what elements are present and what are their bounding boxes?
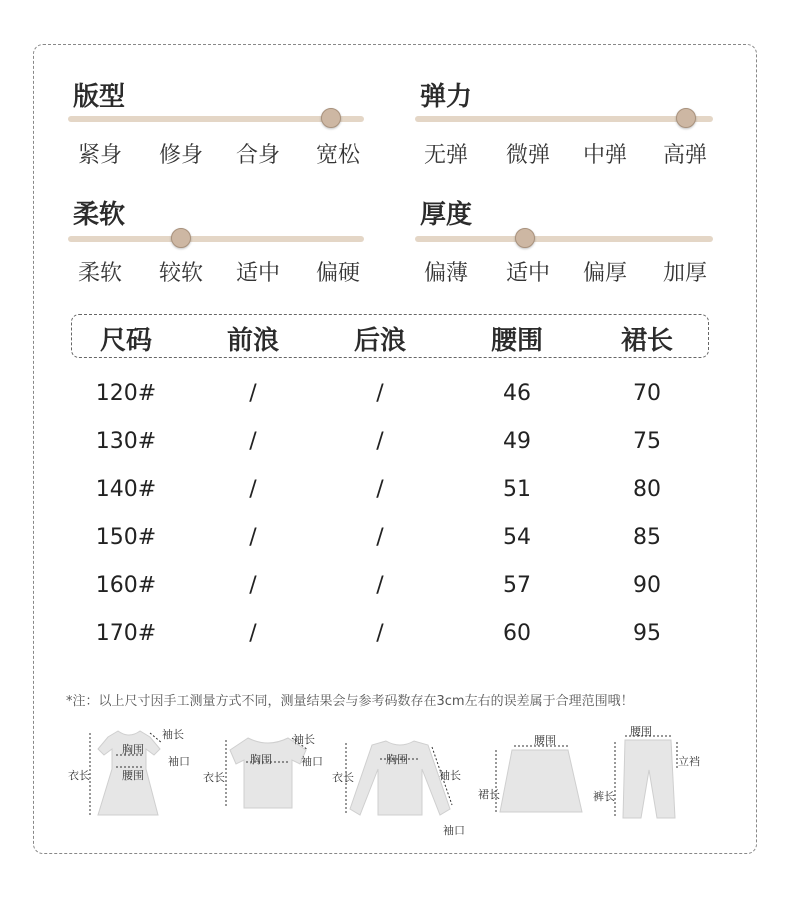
dress-cuff-label: 袖口 — [168, 755, 190, 768]
fit-title: 版型 — [73, 82, 126, 112]
cell-front-rise: / — [249, 381, 257, 406]
tshirt-sleeve-label: 袖长 — [293, 733, 315, 746]
softness-indicator — [171, 228, 191, 248]
cell-skirt-length: 70 — [633, 381, 661, 406]
dress-chest-label: 胸围 — [122, 743, 144, 756]
cell-back-rise: / — [376, 381, 384, 406]
pants-rise-label: 立裆 — [678, 755, 700, 768]
header-skirt-length: 裙长 — [620, 326, 673, 356]
cell-back-rise: / — [376, 621, 384, 646]
cell-size: 140# — [95, 477, 157, 502]
cell-skirt-length: 85 — [633, 525, 661, 550]
softness-title: 柔软 — [73, 200, 126, 230]
cell-waist: 57 — [503, 573, 531, 598]
cell-skirt-length: 90 — [633, 573, 661, 598]
cell-back-rise: / — [376, 429, 384, 454]
softness-level-4: 偏硬 — [315, 261, 360, 286]
cell-front-rise: / — [249, 573, 257, 598]
cell-waist: 46 — [503, 381, 531, 406]
cell-size: 130# — [95, 429, 157, 454]
header-front-rise: 前浪 — [226, 326, 279, 356]
fit-scale — [68, 116, 364, 122]
cell-front-rise: / — [249, 477, 257, 502]
tshirt-cuff-label: 袖口 — [301, 755, 323, 768]
fit-level-3: 合身 — [235, 143, 280, 168]
softness-level-1: 柔软 — [77, 261, 122, 286]
cell-size: 120# — [95, 381, 157, 406]
thickness-scale — [415, 236, 713, 242]
header-waist: 腰围 — [490, 326, 543, 356]
elasticity-level-2: 微弹 — [505, 143, 550, 168]
header-size: 尺码 — [99, 326, 152, 356]
elasticity-level-3: 中弹 — [582, 143, 627, 168]
cell-waist: 51 — [503, 477, 531, 502]
tshirt-length-label: 衣长 — [203, 771, 225, 784]
cell-back-rise: / — [376, 525, 384, 550]
elasticity-scale — [415, 116, 713, 122]
cell-skirt-length: 95 — [633, 621, 661, 646]
fit-level-1: 紧身 — [77, 143, 122, 168]
thickness-title: 厚度 — [420, 200, 473, 230]
skirt-waist-label: 腰围 — [534, 734, 556, 747]
pants-waist-label: 腰围 — [630, 725, 652, 738]
measurement-note: *注：以上尺寸因手工测量方式不同，测量结果会与参考码数存在3cm左右的误差属于合理范围哦！ — [66, 694, 634, 709]
cell-waist: 54 — [503, 525, 531, 550]
cell-size: 170# — [95, 621, 157, 646]
dress-waist-label: 腰围 — [122, 769, 144, 782]
thickness-level-1: 偏薄 — [423, 261, 468, 286]
sweater-sleeve-label: 袖长 — [439, 769, 461, 782]
cell-size: 160# — [95, 573, 157, 598]
cell-size: 150# — [95, 525, 157, 550]
pants-diagram — [605, 730, 705, 825]
pants-length-label: 裤长 — [593, 790, 615, 803]
thickness-level-4: 加厚 — [662, 261, 707, 286]
cell-waist: 49 — [503, 429, 531, 454]
skirt-length-label: 裙长 — [478, 788, 500, 801]
cell-skirt-length: 80 — [633, 477, 661, 502]
cell-back-rise: / — [376, 573, 384, 598]
cell-front-rise: / — [249, 621, 257, 646]
cell-skirt-length: 75 — [633, 429, 661, 454]
thickness-level-2: 适中 — [505, 261, 550, 286]
softness-level-3: 适中 — [235, 261, 280, 286]
elasticity-indicator — [676, 108, 696, 128]
dress-length-label: 衣长 — [68, 769, 90, 782]
header-back-rise: 后浪 — [353, 326, 406, 356]
sweater-length-label: 衣长 — [332, 771, 354, 784]
thickness-indicator — [515, 228, 535, 248]
elasticity-level-1: 无弹 — [423, 143, 468, 168]
softness-scale — [68, 236, 364, 242]
fit-level-4: 宽松 — [315, 143, 360, 168]
sweater-cuff-label: 袖口 — [443, 824, 465, 837]
dress-sleeve-label: 袖长 — [162, 728, 184, 741]
fit-level-2: 修身 — [158, 143, 203, 168]
thickness-level-3: 偏厚 — [582, 261, 627, 286]
softness-level-2: 较软 — [158, 261, 203, 286]
sweater-chest-label: 胸围 — [386, 753, 408, 766]
cell-front-rise: / — [249, 525, 257, 550]
cell-front-rise: / — [249, 429, 257, 454]
tshirt-chest-label: 胸围 — [250, 753, 272, 766]
cell-waist: 60 — [503, 621, 531, 646]
skirt-diagram — [490, 738, 590, 823]
elasticity-title: 弹力 — [420, 82, 473, 112]
elasticity-level-4: 高弹 — [662, 143, 707, 168]
fit-indicator — [321, 108, 341, 128]
cell-back-rise: / — [376, 477, 384, 502]
